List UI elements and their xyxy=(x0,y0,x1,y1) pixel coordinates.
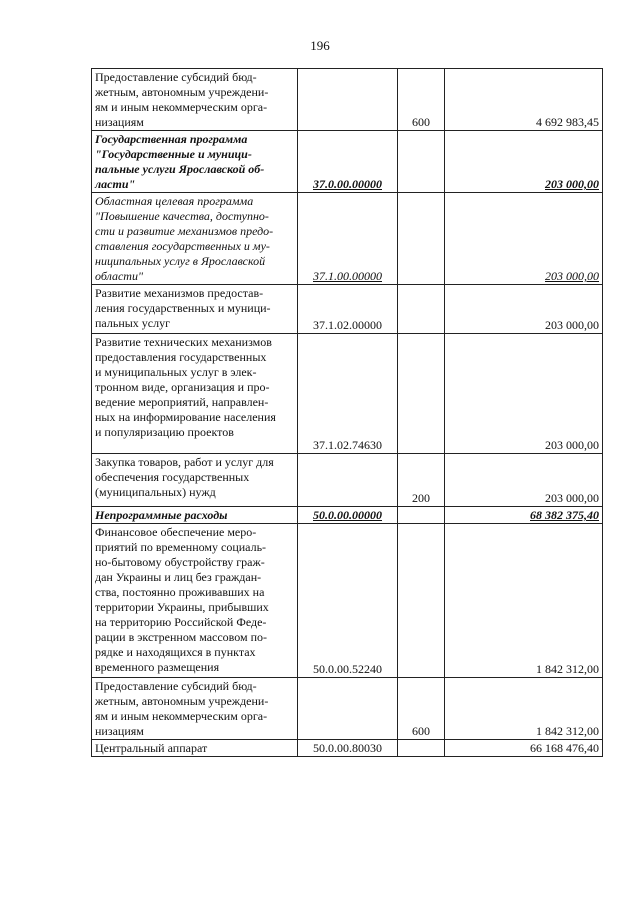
table-row xyxy=(92,507,603,524)
row-type-cell xyxy=(398,507,445,524)
row-name-cell xyxy=(92,524,298,678)
row-sum: 203 000,00 xyxy=(545,177,599,191)
row-code-cell xyxy=(298,285,398,334)
row-type-cell xyxy=(398,69,445,131)
row-name: Закупка товаров, работ и услуг для обеспечения государственных (муниципальных) нужд xyxy=(95,455,274,499)
row-name: Развитие технических механизмов предоставления государственных и муниципальных услуг в элек- тронном виде, организация и про- ведение мероприятий, направлен- ных на информирование населения и популяризацию проектов xyxy=(95,335,276,439)
row-sum-cell xyxy=(445,524,603,678)
row-sum-cell xyxy=(445,193,603,285)
row-type: 600 xyxy=(412,115,430,129)
row-sum-cell xyxy=(445,69,603,131)
row-sum-cell xyxy=(445,740,603,757)
row-type-cell xyxy=(398,131,445,193)
row-name-cell xyxy=(92,678,298,740)
row-code-cell xyxy=(298,334,398,454)
row-sum: 203 000,00 xyxy=(545,438,599,452)
row-sum: 203 000,00 xyxy=(545,318,599,332)
table-row xyxy=(92,678,603,740)
row-name-cell xyxy=(92,454,298,507)
row-name: Развитие механизмов предостав- ления государственных и муници- пальных услуг xyxy=(95,286,271,330)
table-row xyxy=(92,334,603,454)
table-row xyxy=(92,193,603,285)
row-type-cell xyxy=(398,678,445,740)
row-code-cell xyxy=(298,131,398,193)
row-sum-cell xyxy=(445,334,603,454)
row-sum-cell xyxy=(445,131,603,193)
row-code: 50.0.00.80030 xyxy=(313,741,382,755)
row-code-cell xyxy=(298,69,398,131)
row-code-cell xyxy=(298,507,398,524)
row-name: Областная целевая программа "Повышение качества, доступно- сти и развитие механизмов предо- ставления государственных и му- ниципальных услуг в Ярославской области" xyxy=(95,194,274,283)
row-name: Центральный аппарат xyxy=(95,741,208,755)
row-sum-cell xyxy=(445,454,603,507)
row-code: 37.1.02.00000 xyxy=(313,318,382,332)
row-name-cell xyxy=(92,69,298,131)
table-row xyxy=(92,285,603,334)
row-sum: 1 842 312,00 xyxy=(536,724,599,738)
row-type-cell xyxy=(398,454,445,507)
row-type-cell xyxy=(398,334,445,454)
row-name-cell xyxy=(92,131,298,193)
row-sum: 66 168 476,40 xyxy=(530,741,599,755)
table-row xyxy=(92,740,603,757)
row-sum: 203 000,00 xyxy=(545,269,599,283)
row-code-cell xyxy=(298,454,398,507)
row-code-cell xyxy=(298,678,398,740)
row-name-cell xyxy=(92,507,298,524)
row-sum: 4 692 983,45 xyxy=(536,115,599,129)
page-number: 196 xyxy=(310,38,330,53)
row-name-cell xyxy=(92,740,298,757)
table-row xyxy=(92,131,603,193)
row-code-cell xyxy=(298,193,398,285)
table-row xyxy=(92,69,603,131)
row-name-cell xyxy=(92,285,298,334)
row-name: Финансовое обеспечение меро- приятий по временному социаль- но-бытовому обустройству граж- дан Украины и лиц без граждан- ства, постоянно проживавших на территории Украины, прибывших на территорию Российской Феде- рации в экстренном массовом по- рядке и находящихся в пунктах временного размещения xyxy=(95,525,269,674)
row-name-cell xyxy=(92,193,298,285)
row-sum: 1 842 312,00 xyxy=(536,662,599,676)
row-name: Непрограммные расходы xyxy=(95,508,228,522)
row-code-cell xyxy=(298,740,398,757)
row-type-cell xyxy=(398,740,445,757)
row-sum-cell xyxy=(445,678,603,740)
row-code: 37.0.00.00000 xyxy=(313,177,382,191)
row-type-cell xyxy=(398,524,445,678)
row-sum-cell xyxy=(445,507,603,524)
row-name-cell xyxy=(92,334,298,454)
row-type-cell xyxy=(398,193,445,285)
table-row xyxy=(92,454,603,507)
row-type: 600 xyxy=(412,724,430,738)
row-sum: 68 382 375,40 xyxy=(530,508,599,522)
table-row xyxy=(92,524,603,678)
row-sum-cell xyxy=(445,285,603,334)
row-name: Предоставление субсидий бюд- жетным, автономным учреждени- ям и иным некоммерческим орга- низациям xyxy=(95,679,269,738)
row-name: Государственная программа "Государственные и муници- пальные услуги Ярославской об- ласти" xyxy=(95,132,265,191)
row-type-cell xyxy=(398,285,445,334)
row-name: Предоставление субсидий бюд- жетным, автономным учреждени- ям и иным некоммерческим орга- низациям xyxy=(95,70,269,129)
row-code: 37.1.00.00000 xyxy=(313,269,382,283)
row-code: 37.1.02.74630 xyxy=(313,438,382,452)
row-code-cell xyxy=(298,524,398,678)
budget-table xyxy=(91,68,603,757)
row-type: 200 xyxy=(412,491,430,505)
row-code: 50.0.00.00000 xyxy=(313,508,382,522)
row-code: 50.0.00.52240 xyxy=(313,662,382,676)
row-sum: 203 000,00 xyxy=(545,491,599,505)
